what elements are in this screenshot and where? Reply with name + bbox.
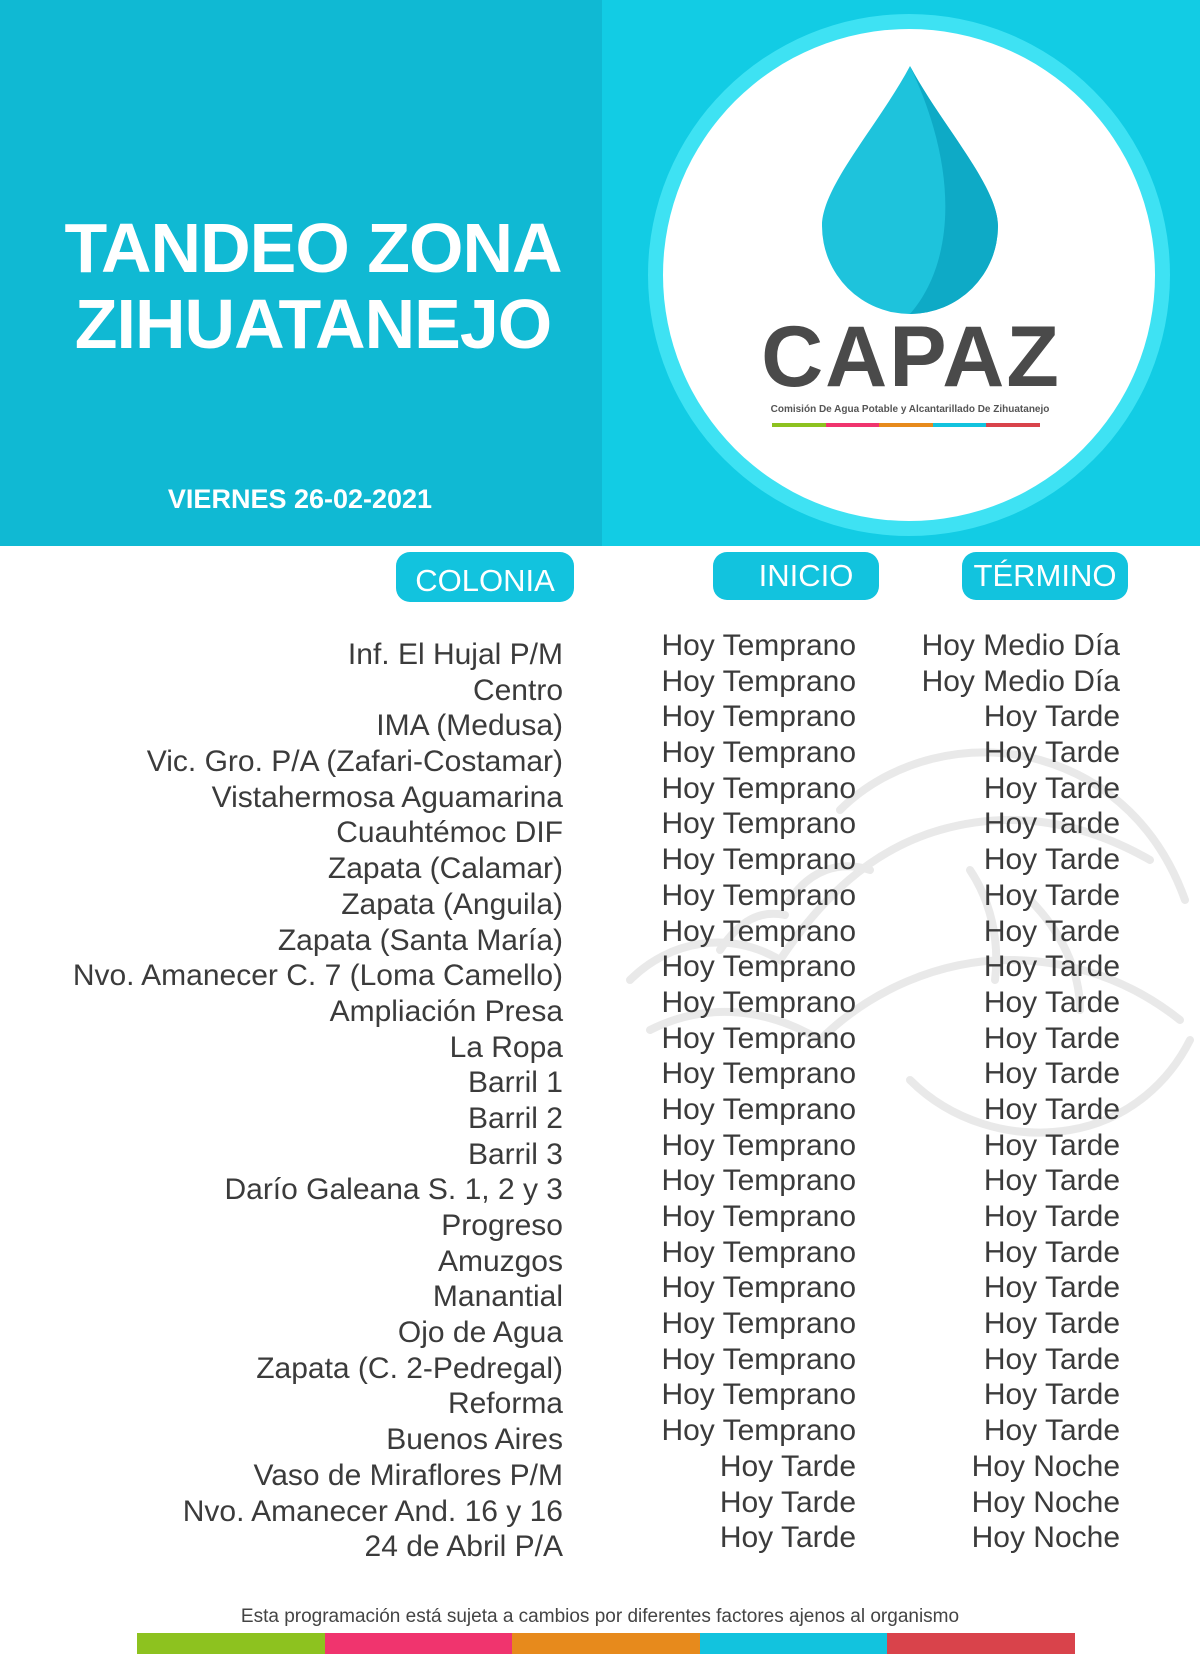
column-header-termino: TÉRMINO <box>962 552 1128 600</box>
title-line-1: TANDEO ZONA <box>64 209 562 287</box>
row-inicio: Hoy Temprano <box>661 985 856 1019</box>
table-row <box>0 1270 1200 1314</box>
row-inicio: Hoy Temprano <box>661 950 856 984</box>
row-colonia: 24 de Abril P/A <box>364 1530 563 1564</box>
table-row <box>0 1056 1200 1100</box>
row-inicio: Hoy Temprano <box>661 664 856 698</box>
row-colonia: Darío Galeana S. 1, 2 y 3 <box>224 1173 563 1207</box>
row-colonia: Ampliación Presa <box>329 994 563 1028</box>
row-termino: Hoy Medio Día <box>921 629 1120 662</box>
stripe-cyan <box>933 423 987 427</box>
title-line-2: ZIHUATANEJO <box>74 285 552 363</box>
logo-subtitle: Comisión De Agua Potable y Alcantarillado De Zihuatanejo <box>770 404 1050 415</box>
table-row <box>0 806 1200 850</box>
row-termino: Hoy Tarde <box>983 1414 1120 1448</box>
row-inicio: Hoy Temprano <box>661 1092 856 1126</box>
table-row <box>0 1413 1200 1457</box>
column-header-inicio: INICIO <box>713 552 879 600</box>
column-header-colonia: COLONIA <box>396 552 574 602</box>
water-drop-icon <box>822 66 998 316</box>
row-termino: Hoy Medio Día <box>921 664 1120 698</box>
row-termino: Hoy Tarde <box>983 1092 1120 1126</box>
row-termino: Hoy Tarde <box>983 1342 1120 1376</box>
table-row <box>0 985 1200 1028</box>
table-row <box>0 699 1200 743</box>
row-inicio: Hoy Tarde <box>719 1485 856 1519</box>
footer-stripe-cyan <box>700 1633 888 1654</box>
schedule-table <box>0 628 1200 1564</box>
row-colonia: Buenos Aires <box>386 1423 563 1457</box>
row-colonia: La Ropa <box>449 1030 563 1064</box>
table-row <box>0 842 1200 886</box>
row-colonia: Cuauhtémoc DIF <box>336 816 563 850</box>
row-colonia: Zapata (Anguila) <box>341 887 563 921</box>
row-colonia: Amuzgos <box>437 1244 563 1278</box>
row-inicio: Hoy Temprano <box>661 1057 856 1091</box>
row-colonia: Vistahermosa Aguamarina <box>211 780 563 814</box>
row-colonia: Barril 3 <box>467 1137 563 1171</box>
table-row <box>0 878 1200 921</box>
row-colonia: Nvo. Amanecer C. 7 (Loma Camello) <box>72 959 563 993</box>
table-row <box>0 1306 1200 1350</box>
row-termino: Hoy Tarde <box>983 843 1120 877</box>
logo-color-stripe <box>772 423 1040 427</box>
row-inicio: Hoy Temprano <box>661 1021 856 1055</box>
row-colonia: Vaso de Miraflores P/M <box>253 1458 563 1492</box>
stripe-green <box>772 423 826 427</box>
row-inicio: Hoy Temprano <box>661 629 856 662</box>
row-inicio: Hoy Temprano <box>661 878 856 912</box>
row-colonia: Nvo. Amanecer And. 16 y 16 <box>182 1494 563 1528</box>
row-inicio: Hoy Temprano <box>661 1378 856 1412</box>
row-colonia: Vic. Gro. P/A (Zafari-Costamar) <box>146 745 563 779</box>
row-colonia: Inf. El Hujal P/M <box>347 638 563 671</box>
row-termino: Hoy Tarde <box>983 700 1120 734</box>
header-banner <box>0 0 1200 546</box>
row-inicio: Hoy Temprano <box>661 1164 856 1198</box>
row-termino: Hoy Tarde <box>983 950 1120 984</box>
row-colonia: IMA (Medusa) <box>376 709 563 743</box>
table-row <box>0 735 1200 779</box>
row-inicio: Hoy Temprano <box>661 843 856 877</box>
row-inicio: Hoy Temprano <box>661 1414 856 1448</box>
stripe-red <box>986 423 1040 427</box>
table-row <box>0 628 1200 671</box>
footer-color-stripe <box>137 1633 1075 1654</box>
row-inicio: Hoy Temprano <box>661 1128 856 1162</box>
row-inicio: Hoy Temprano <box>661 771 856 805</box>
logo-wordmark: CAPAZ <box>761 309 1061 405</box>
row-inicio: Hoy Temprano <box>661 914 856 948</box>
row-termino: Hoy Tarde <box>983 1271 1120 1305</box>
row-termino: Hoy Tarde <box>983 1307 1120 1341</box>
row-colonia: Barril 2 <box>467 1101 563 1135</box>
row-termino: Hoy Noche <box>971 1521 1120 1555</box>
row-termino: Hoy Tarde <box>983 914 1120 948</box>
row-termino: Hoy Tarde <box>983 1200 1120 1233</box>
row-inicio: Hoy Temprano <box>661 1271 856 1305</box>
table-row <box>0 771 1200 814</box>
row-inicio: Hoy Temprano <box>661 1307 856 1341</box>
footer-stripe-orange <box>512 1633 700 1654</box>
row-inicio: Hoy Temprano <box>661 1342 856 1376</box>
table-row <box>0 1021 1200 1064</box>
table-row <box>0 664 1200 707</box>
row-inicio: Hoy Tarde <box>719 1449 856 1483</box>
row-inicio: Hoy Temprano <box>661 807 856 841</box>
footer-stripe-pink <box>325 1633 513 1654</box>
table-row <box>0 1449 1200 1492</box>
row-colonia: Manantial <box>432 1280 563 1314</box>
table-row <box>0 914 1200 957</box>
row-termino: Hoy Tarde <box>983 1128 1120 1162</box>
row-termino: Hoy Tarde <box>983 878 1120 912</box>
row-colonia: Zapata (Santa María) <box>277 923 563 957</box>
row-colonia: Zapata (C. 2-Pedregal) <box>256 1351 563 1385</box>
table-row <box>0 1485 1200 1528</box>
row-colonia: Centro <box>472 673 563 707</box>
row-termino: Hoy Tarde <box>983 736 1120 770</box>
table-row <box>0 1128 1200 1171</box>
row-termino: Hoy Noche <box>971 1449 1120 1483</box>
schedule-date: VIERNES 26-02-2021 <box>167 484 433 514</box>
row-termino: Hoy Tarde <box>983 771 1120 805</box>
table-row <box>0 1163 1200 1207</box>
row-inicio: Hoy Temprano <box>661 1235 856 1269</box>
table-row <box>0 1342 1200 1385</box>
row-termino: Hoy Tarde <box>983 1021 1120 1055</box>
row-colonia: Barril 1 <box>467 1066 563 1100</box>
stripe-orange <box>879 423 933 427</box>
stripe-pink <box>826 423 880 427</box>
row-colonia: Ojo de Agua <box>397 1316 563 1350</box>
row-colonia: Zapata (Calamar) <box>327 852 563 886</box>
table-row <box>0 1092 1200 1135</box>
table-row <box>0 1199 1200 1242</box>
row-termino: Hoy Tarde <box>983 1164 1120 1198</box>
row-termino: Hoy Tarde <box>983 807 1120 841</box>
row-inicio: Hoy Tarde <box>719 1521 856 1555</box>
row-termino: Hoy Tarde <box>983 985 1120 1019</box>
footer-stripe-red <box>887 1633 1075 1654</box>
table-row <box>0 1235 1200 1278</box>
table-row <box>0 1377 1200 1421</box>
disclaimer-text: Esta programación está sujeta a cambios por diferentes factores ajenos al organismo <box>240 1606 960 1627</box>
row-colonia: Reforma <box>447 1387 563 1421</box>
row-inicio: Hoy Temprano <box>661 736 856 770</box>
row-inicio: Hoy Temprano <box>661 1200 856 1233</box>
table-row <box>0 949 1200 993</box>
row-termino: Hoy Tarde <box>983 1378 1120 1412</box>
page-title <box>28 210 598 362</box>
footer-stripe-green <box>137 1633 325 1654</box>
row-inicio: Hoy Temprano <box>661 700 856 734</box>
table-row <box>0 1520 1200 1564</box>
row-colonia: Progreso <box>441 1209 563 1242</box>
row-termino: Hoy Tarde <box>983 1057 1120 1091</box>
row-termino: Hoy Tarde <box>983 1235 1120 1269</box>
row-termino: Hoy Noche <box>971 1485 1120 1519</box>
